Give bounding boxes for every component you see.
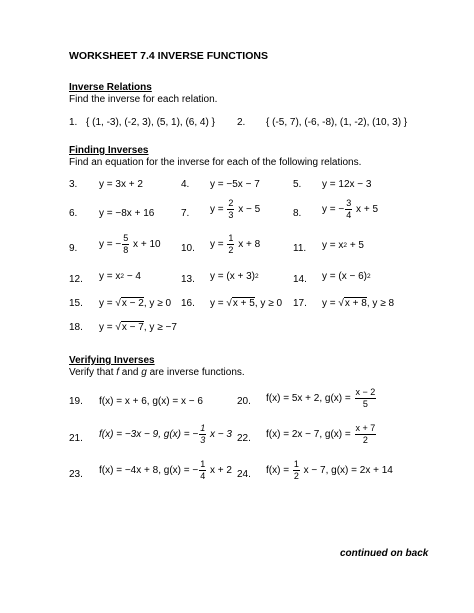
problem-equation: y = √ x − 7 , y ≥ −7	[99, 321, 177, 333]
problem-equation: y = − $\frac{3}{4}$ x + 5	[322, 198, 379, 220]
fraction: $\frac{5}{8}$	[123, 233, 129, 255]
section-heading-finding-inverses: Finding Inverses	[69, 145, 149, 156]
problem-equation: y = √ x + 8 , y ≥ 8	[322, 297, 395, 309]
fraction: $\frac{1}{2}$	[293, 459, 299, 481]
problem-equation: y = $\frac{1}{2}$ x + 8	[210, 233, 261, 255]
problem-number: 2.	[237, 117, 246, 128]
problem-equation: y = −8x + 16	[99, 208, 155, 219]
fraction: $\frac{x - 2}{5}$	[355, 387, 376, 409]
section-instruction: Find an equation for the inverse for each of the following relations.	[69, 157, 362, 168]
problem-number: 11.	[293, 243, 307, 254]
problem-equation: y = −5x − 7	[210, 179, 260, 190]
sqrt-symbol: √	[115, 297, 121, 309]
problem-equation: y = (x + 3) 2	[210, 271, 259, 282]
problem-equation: y = x 2 − 4	[99, 271, 141, 282]
fraction: $\frac{2}{3}$	[228, 198, 234, 220]
problem-equation: y = √ x − 2 , y ≥ 0	[99, 297, 172, 309]
problem-number: 10.	[181, 243, 195, 254]
section-instruction: Find the inverse for each relation.	[69, 94, 218, 105]
problem-number: 6.	[69, 208, 78, 219]
problem-number: 1.	[69, 117, 78, 128]
problem-relation: { (1, -3), (-2, 3), (5, 1), (6, 4) }	[86, 117, 215, 128]
problem-number: 21.	[69, 433, 83, 444]
problem-number: 3.	[69, 179, 78, 190]
fraction: $\frac{1}{3}$	[200, 423, 206, 445]
problem-number: 20.	[237, 396, 251, 407]
problem-relation: { (-5, 7), (-6, -8), (1, -2), (10, 3) }	[266, 117, 408, 128]
section-heading-verifying-inverses: Verifying Inverses	[69, 355, 155, 366]
fraction: $\frac{3}{4}$	[346, 198, 352, 220]
sqrt-symbol: √	[115, 321, 121, 333]
problem-equation: y = 3x + 2	[99, 179, 143, 190]
problem-number: 5.	[293, 179, 302, 190]
problem-number: 18.	[69, 322, 83, 333]
sqrt-symbol: √	[338, 297, 344, 309]
problem-number: 16.	[181, 298, 195, 309]
problem-equation: y = $\frac{2}{3}$ x − 5	[210, 198, 261, 220]
problem-functions: f(x) = −3x − 9, g(x) = − $\frac{1}{3}$ x − 3	[99, 423, 232, 445]
problem-number: 8.	[293, 208, 302, 219]
fraction: $\frac{1}{4}$	[200, 459, 206, 481]
section-heading-inverse-relations: Inverse Relations	[69, 82, 152, 93]
page-title: WORKSHEET 7.4 INVERSE FUNCTIONS	[69, 50, 268, 62]
problem-number: 23.	[69, 469, 83, 480]
problem-number: 9.	[69, 243, 78, 254]
problem-equation: y = √ x + 5 , y ≥ 0	[210, 297, 283, 309]
sqrt-symbol: √	[226, 297, 232, 309]
problem-number: 13.	[181, 274, 195, 285]
section-instruction: Verify that f and g are inverse functions.	[69, 367, 245, 378]
problem-number: 24.	[237, 469, 251, 480]
fraction: $\frac{x + 7}{2}$	[355, 423, 376, 445]
problem-number: 7.	[181, 208, 190, 219]
problem-equation: y = (x − 6) 2	[322, 271, 371, 282]
problem-number: 12.	[69, 274, 83, 285]
problem-number: 14.	[293, 274, 307, 285]
fraction: $\frac{1}{2}$	[228, 233, 234, 255]
continued-note: continued on back	[340, 548, 429, 559]
problem-functions: f(x) = −4x + 8, g(x) = − $\frac{1}{4}$ x + 2	[99, 459, 232, 481]
problem-equation: y = x 2 + 5	[322, 240, 364, 251]
problem-functions: f(x) = 2x − 7, g(x) = $\frac{x + 7}{2}$	[266, 423, 376, 445]
problem-number: 22.	[237, 433, 251, 444]
problem-functions: f(x) = x + 6, g(x) = x − 6	[99, 396, 203, 407]
problem-functions: f(x) = $\frac{1}{2}$ x − 7, g(x) = 2x + 14	[266, 459, 393, 481]
problem-equation: y = 12x − 3	[322, 179, 372, 190]
problem-equation: y = − $\frac{5}{8}$ x + 10	[99, 233, 161, 255]
problem-number: 17.	[293, 298, 307, 309]
problem-number: 15.	[69, 298, 83, 309]
problem-functions: f(x) = 5x + 2, g(x) = $\frac{x - 2}{5}$	[266, 387, 376, 409]
problem-number: 19.	[69, 396, 83, 407]
problem-number: 4.	[181, 179, 190, 190]
